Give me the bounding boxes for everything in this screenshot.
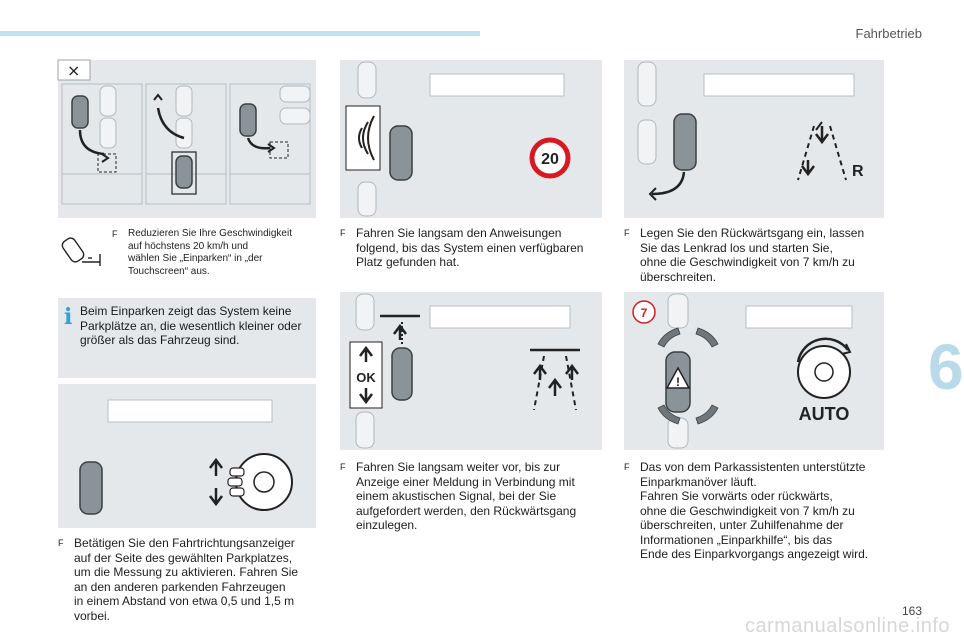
step-6-body: Das von dem Parkassistenten unterstützte Einparkmanöver läuft. Fahren Sie vorwärts oder rückwärts, ohne die Geschwindigkeit von 7 km/h zu überschreiten, unter Zuhilfenahme der Informationen „Einparkhilfe“, bis das Ende des Einparkvorgangs angezeigt wird. [640, 460, 869, 561]
step-1-text: F Reduzieren Sie Ihre Geschwindigkeit auf höchstens 20 km/h und wählen Sie „Einparken“ in „der Touchscreen“ aus. [112, 228, 322, 278]
page-number: 163 [901, 604, 922, 618]
car-speed-icon [60, 232, 104, 268]
speed-sign-label: 20 [541, 151, 559, 168]
step-6-text: F Das von dem Parkassistenten unterstützte Einparkmanöver läuft. Fahren Sie vorwärts oder rückwärts, ohne die Geschwindigkeit von 7 km/h zu überschreiten, unter Zuhilfenahme der Informationen „Einparkhilfe“, bis das Ende des Einparkvorgangs angezeigt wird. [624, 460, 914, 562]
step-2-text: F Fahren Sie langsam den Anweisungen folgend, bis das System einen verfügbaren Platz gefunden hat. [340, 226, 620, 270]
watermark: carmanualsonline.info [744, 615, 950, 637]
header-bar [0, 31, 480, 36]
step-3-body: Legen Sie den Rückwärtsgang ein, lassen Sie das Lenkrad los und starten Sie, ohne die Geschwindigkeit von 7 km/h zu überschreiten. [640, 226, 865, 284]
reverse-illustration [624, 60, 884, 218]
reverse-label: R [852, 163, 864, 180]
step-2-body: Fahren Sie langsam den Anweisungen folgend, bis das System einen verfügbaren Platz gefunden hat. [356, 226, 584, 269]
badge-number: 7 [640, 306, 648, 320]
info-note-box [58, 298, 316, 378]
ok-label: OK [356, 370, 376, 385]
ok-illustration [340, 292, 602, 450]
step-4-body: Betätigen Sie den Fahrtrichtungsanzeiger auf der Seite des gewählten Parkplatzes, um die Messung zu aktivieren. Fahren Sie an den anderen parkenden Fahrzeugen in einem Abstand von etwa 0,5 und 1,5 m vorbei. [74, 536, 299, 623]
step-1-body: Reduzieren Sie Ihre Geschwindigkeit auf höchstens 20 km/h und wählen Sie „Einparken“ in „der Touchscreen“ aus. [128, 228, 292, 277]
parking-modes-illustration [58, 60, 316, 218]
svg-text:!: ! [676, 375, 680, 389]
chapter-tab [924, 330, 964, 404]
indicator-illustration [58, 384, 316, 528]
info-icon: i [64, 304, 73, 330]
auto-illustration [624, 292, 884, 450]
section-title: Fahrbetrieb [855, 26, 922, 41]
auto-label: AUTO [798, 404, 850, 424]
step-4-text: F Betätigen Sie den Fahrtrichtungsanzeiger auf der Seite des gewählten Parkplatzes, um die Messung zu aktivieren. Fahren Sie an den anderen parkenden Fahrzeugen in einem Abstand von etwa 0,5 und 1,5 m vorbei. [58, 536, 328, 623]
chapter-number: 6 [928, 331, 964, 403]
cancel-icon: × [67, 61, 81, 80]
step-5-body: Fahren Sie langsam weiter vor, bis zur Anzeige einer Meldung in Verbindung mit einem akustischen Signal, bei der Sie aufgefordert werden, den Rückwärtsgang einzulegen. [356, 460, 577, 532]
info-note-text: Beim Einparken zeigt das System keine Parkplätze an, die wesentlich kleiner oder größer als das Fahrzeug sind. [80, 304, 302, 347]
scanning-illustration [340, 60, 602, 218]
step-5-text: F Fahren Sie langsam weiter vor, bis zur Anzeige einer Meldung in Verbindung mit einem akustischen Signal, bei der Sie aufgefordert werden, den Rückwärtsgang einzulegen. [340, 460, 620, 533]
step-3-text: F Legen Sie den Rückwärtsgang ein, lassen Sie das Lenkrad los und starten Sie, ohne die Geschwindigkeit von 7 km/h zu überschreiten. [624, 226, 904, 284]
